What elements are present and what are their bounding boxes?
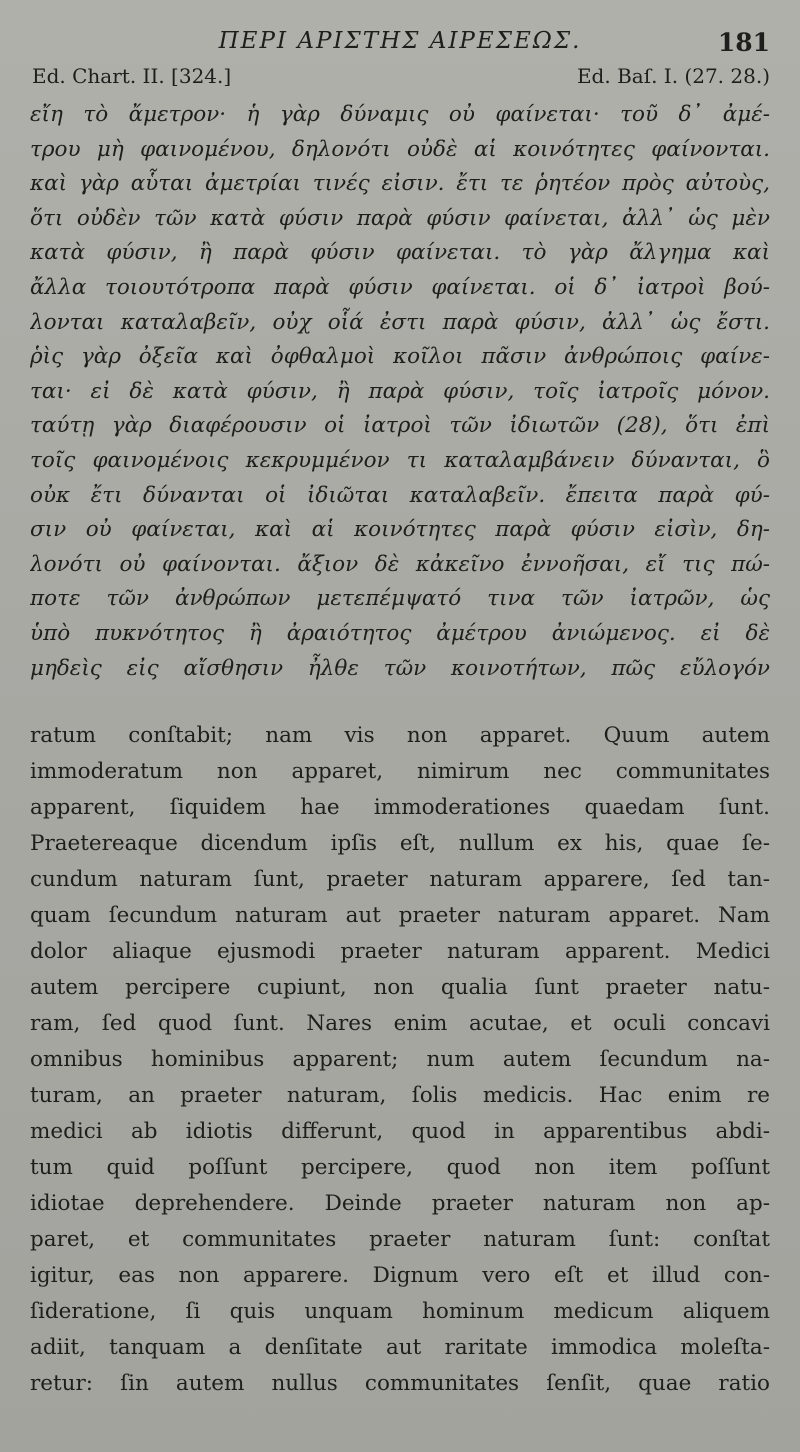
greek-text-line: λονται καταλαβεῖν, οὐχ οἷά ἐστι παρὰ φύσιν, ἀλλ᾽ ὡς ἔστι.: [30, 309, 770, 335]
greek-text-line: τρου μὴ φαινομένου, δηλονότι οὐδὲ αἱ κοινότητες φαίνονται.: [30, 136, 770, 162]
latin-text-line: turam, an praeter naturam, ſolis medicis. Hac enim re: [30, 1083, 770, 1109]
latin-text-line: idiotae deprehendere. Deinde praeter naturam non ap-: [30, 1191, 770, 1217]
greek-text-line: μηδεὶς εἰς αἴσθησιν ἦλθε τῶν κοινοτήτων, πῶς εὔλογόν: [30, 655, 770, 681]
latin-text-line: ſideratione, ſi quis unquam hominum medicum aliquem: [30, 1299, 770, 1325]
greek-text-line: ται· εἰ δὲ κατὰ φύσιν, ἢ παρὰ φύσιν, τοῖς ἰατροῖς μόνον.: [30, 378, 770, 404]
greek-text-line: οὐκ ἔτι δύνανται οἱ ἰδιῶται καταλαβεῖν. ἔπειτα παρὰ φύ-: [30, 482, 770, 508]
latin-text-line: quam ſecundum naturam aut praeter naturam apparet. Nam: [30, 903, 770, 929]
edition-reference-line: [30, 64, 770, 98]
running-title: ΠΕΡΙ ΑΡΙΣΤΗΣ ΑΙΡΕΣΕΩΣ.: [218, 28, 582, 54]
greek-text-line: κατὰ φύσιν, ἢ παρὰ φύσιν φαίνεται. τὸ γὰρ ἄλγημα καὶ: [30, 240, 770, 266]
greek-text-line: ταύτῃ γὰρ διαφέρουσιν οἱ ἰατροὶ τῶν ἰδιωτῶν (28), ὅτι ἐπὶ: [30, 413, 770, 439]
latin-text-line: omnibus hominibus apparent; num autem ſecundum na-: [30, 1047, 770, 1073]
latin-text-block: [30, 718, 770, 1402]
latin-text-line: tum quid poſſunt percipere, quod non item poſſunt: [30, 1155, 770, 1181]
running-head: [30, 28, 770, 64]
latin-text-line: Praetereaque dicendum ipſis eſt, nullum ex his, quae ſe-: [30, 831, 770, 857]
greek-text-line: ῥὶς γὰρ ὀξεῖα καὶ ὀφθαλμοὶ κοῖλοι πᾶσιν ἀνθρώποις φαίνε-: [30, 344, 770, 370]
latin-text-line: igitur, eas non apparere. Dignum vero eſt et illud con-: [30, 1263, 770, 1289]
greek-text-line: ὑπὸ πυκνότητος ἢ ἀραιότητος ἀμέτρου ἀνιώμενος. εἰ δὲ: [30, 620, 770, 646]
latin-text-line: medici ab idiotis differunt, quod in apparentibus abdi-: [30, 1119, 770, 1145]
latin-text-line: adiit, tanquam a denſitate aut raritate immodica moleſta-: [30, 1335, 770, 1361]
latin-text-line: paret, et communitates praeter naturam ſunt: conſtat: [30, 1227, 770, 1253]
latin-text-line: dolor aliaque ejusmodi praeter naturam apparent. Medici: [30, 939, 770, 965]
latin-text-line: cundum naturam ſunt, praeter naturam apparere, ſed tan-: [30, 867, 770, 893]
greek-text-line: σιν οὐ φαίνεται, καὶ αἱ κοινότητες παρὰ φύσιν εἰσὶν, δη-: [30, 517, 770, 543]
latin-text-line: autem percipere cupiunt, non qualia ſunt praeter natu-: [30, 975, 770, 1001]
edition-reference-basel: Ed. Baſ. I. (27. 28.): [576, 64, 770, 88]
greek-text-line: λονότι οὐ φαίνονται. ἄξιον δὲ κἀκεῖνο ἐννοῆσαι, εἴ τις πώ-: [30, 551, 770, 577]
greek-text-line: τοῖς φαινομένοις κεκρυμμένον τι καταλαμβάνειν δύνανται, ὃ: [30, 447, 770, 473]
page-number: 181: [717, 28, 770, 57]
latin-text-line: ram, ſed quod ſunt. Nares enim acutae, et oculi concavi: [30, 1011, 770, 1037]
latin-text-line: immoderatum non apparet, nimirum nec communitates: [30, 759, 770, 785]
greek-text-line: καὶ γὰρ αὗται ἀμετρίαι τινές εἰσιν. ἔτι τε ῥητέον πρὸς αὐτοὺς,: [30, 171, 770, 197]
greek-text-block: [30, 98, 770, 686]
greek-text-line: ὅτι οὐδὲν τῶν κατὰ φύσιν παρὰ φύσιν φαίνεται, ἀλλ᾽ ὡς μὲν: [30, 205, 770, 231]
greek-text-line: ἄλλα τοιουτότροπα παρὰ φύσιν φαίνεται. οἱ δ᾽ ἰατροὶ βού-: [30, 274, 770, 300]
latin-text-line: ratum conſtabit; nam vis non apparet. Quum autem: [30, 723, 770, 749]
latin-text-line: apparent, ſiquidem hae immoderationes quaedam ſunt.: [30, 795, 770, 821]
greek-text-line: ποτε τῶν ἀνθρώπων μετεπέμψατό τινα τῶν ἰατρῶν, ὡς: [30, 586, 770, 612]
greek-text-line: εἴη τὸ ἄμετρον· ἡ γὰρ δύναμις οὐ φαίνεται· τοῦ δ᾽ ἀμέ-: [30, 102, 770, 127]
edition-reference-chartier: Ed. Chart. II. [324.]: [32, 64, 232, 88]
latin-text-line: retur: ſin autem nullus communitates ſenſit, quae ratio: [30, 1371, 770, 1397]
section-gap: [30, 686, 770, 718]
